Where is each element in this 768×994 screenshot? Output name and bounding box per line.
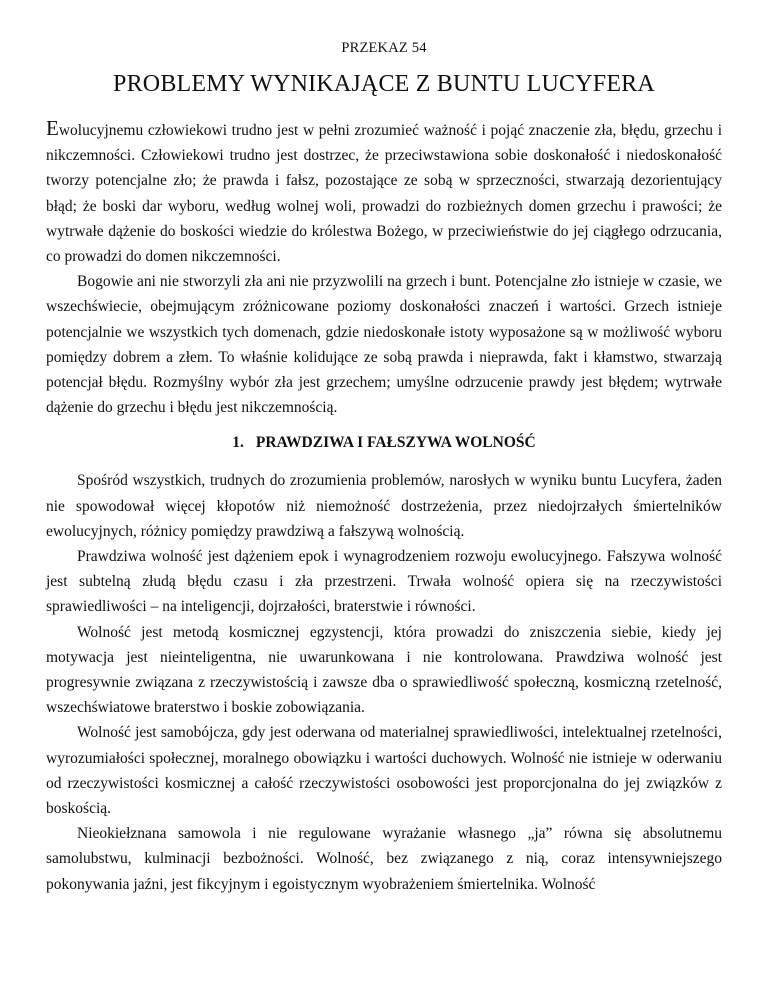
section-paragraph-1: Spośród wszystkich, trudnych do zrozumienia problemów, narosłych w wyniku buntu Lucyfera, żaden nie spowodował więcej kłopotów niż niemożność dostrzeżenia, przez niedojrzałych śmiertelników ewolucyjnych, różnicy pomiędzy prawdziwą a fałszywą wolnością. [46, 472, 722, 540]
section-paragraph-2: Prawdziwa wolność jest dążeniem epok i wynagrodzeniem rozwoju ewolucyjnego. Fałszywa wolność jest subtelną złudą błędu czasu i zła przestrzeni. Trwała wolność opiera się na rzeczywistości sprawiedliwości – na inteligencji, dojrzałości, braterstwie i równości. [46, 548, 722, 616]
section-paragraph-4: Wolność jest samobójcza, gdy jest oderwana od materialnej sprawiedliwości, intelektualnej rzetelności, wyrozumiałości społecznej, moralnego obowiązku i wartości duchowych. Wolność nie istnieje w oderwaniu od rzeczywistości kosmicznej a całość rzeczywistości osobowości jest proporcjonalna do jej związków z boskością. [46, 724, 722, 818]
drop-cap: E [46, 116, 59, 140]
section-paragraph-3: Wolność jest metodą kosmicznej egzystencji, która prowadzi do zniszczenia siebie, kiedy jej motywacja jest nieinteligentna, nie uwarunkowana i nie kontrolowana. Prawdziwa wolność jest progresywnie związana z rzeczywistością i zawsze dba o sprawiedliwość społeczną, kosmiczną rzetelność, wszechświatowe braterstwo i boskie zobowiązania. [46, 623, 722, 717]
intro-paragraph-2: Bogowie ani nie stworzyli zła ani nie przyzwolili na grzech i bunt. Potencjalne zło istnieje w czasie, we wszechświecie, obejmującym zróżnicowane poziomy doskonałości znaczeń i wartości. Grzech istnieje potencjalnie we wszystkich tych domenach, gdzie niedoskonałe istoty wyposażone są w możliwość wyboru pomiędzy dobrem a złem. To właśnie kolidujące ze sobą prawda i nieprawda, fakt i kłamstwo, stwarzają potencjał błędu. Rozmyślny wybór zła jest grzechem; umyślne odrzucenie prawdy jest błędem; wytrwałe dążenie do grzechu i błędu jest nikczemnością. [46, 273, 722, 417]
paper-label: PRZEKAZ 54 [341, 40, 427, 56]
section-number: 1. [232, 434, 244, 452]
intro-paragraph-1-text: wolucyjnemu człowiekowi trudno jest w pełni zrozumieć ważność i pojąć znaczenie zła, błędu, grzechu i nikczemności. Człowiekowi trudno jest dostrzec, że przeciwstawiona sobie doskonałość i niedoskonałość tworzy potencjalne zło; że prawda i fałsz, pozostające ze sobą w sprzeczności, stwarzają dezorientujący błąd; że boski dar wyboru, według wolnej woli, prowadzi do rozbieżnych domen grzechu i prawości; że wytrwałe dążenie do boskości wiedzie do królestwa Bożego, w przeciwieństwie do jej ciągłego odrzucania, co prowadzi do domen nikczemności. [46, 122, 722, 266]
section-paragraph-5: Nieokiełznana samowola i nie regulowane wyrażanie własnego „ja” równa się absolutnemu samolubstwu, kulminacji bezbożności. Wolność, bez związanego z nią, coraz intensywniejszego pokonywania jaźni, jest fikcyjnym i egoistycznym wyobrażeniem śmiertelnika. Wolność [46, 825, 722, 893]
section-heading [46, 434, 722, 452]
paper-title: PROBLEMY WYNIKAJĄCE Z BUNTU LUCYFERA [113, 71, 655, 97]
intro-paragraph-1 [46, 118, 722, 269]
section-title: PRAWDZIWA I FAŁSZYWA WOLNOŚĆ [255, 434, 536, 452]
